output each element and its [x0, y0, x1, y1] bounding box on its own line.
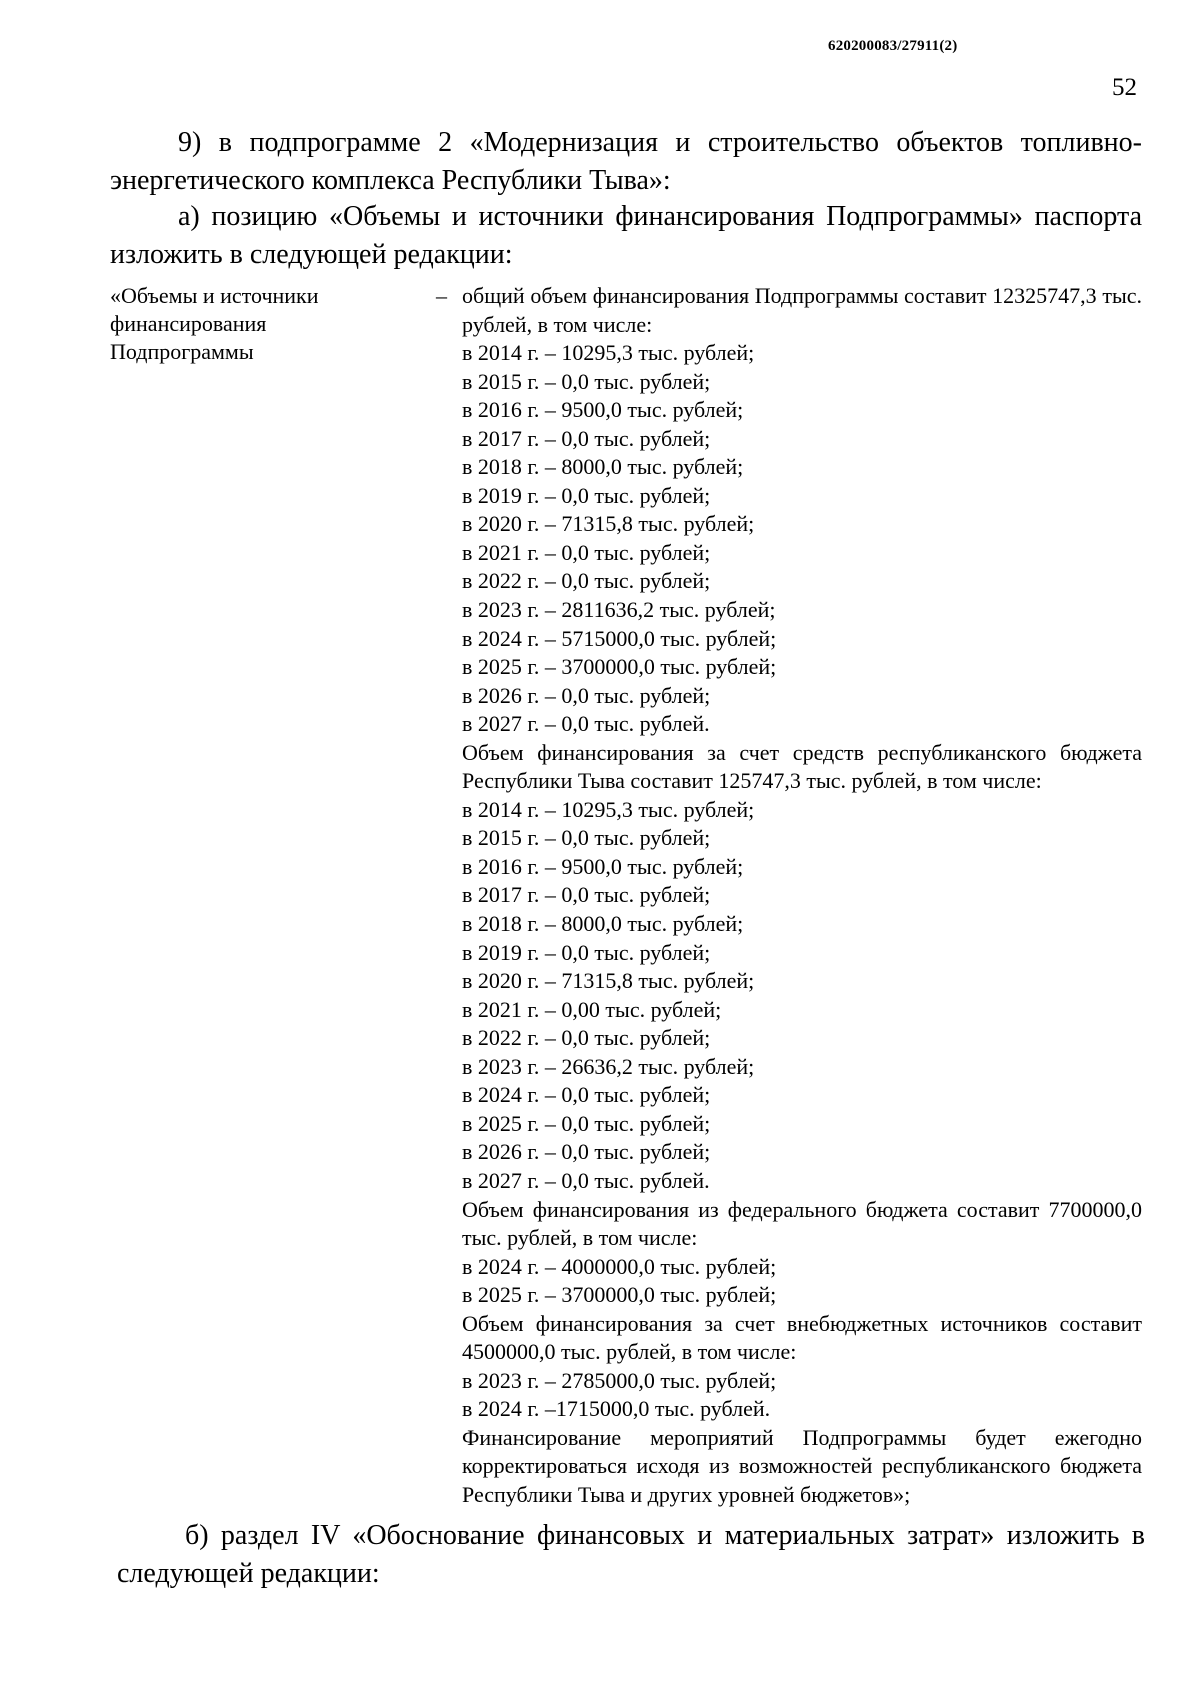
year-line: в 2026 г. – 0,0 тыс. рублей; — [462, 682, 711, 708]
year-line: в 2024 г. – 5715000,0 тыс. рублей; — [462, 625, 777, 651]
regional-intro: Объем финансирования за счет средств республиканского бюджета Республики Тыва составит 125747,3 тыс. рублей, в том числе: — [462, 739, 1142, 794]
year-line: в 2023 г. – 2785000,0 тыс. рублей; — [462, 1367, 777, 1393]
year-line: в 2015 г. – 0,0 тыс. рублей; — [462, 825, 711, 851]
item-9-text: 9) в подпрограмме 2 «Модернизация и строительство объектов топливно-энергетического комплекса Республики Тыва»: — [110, 127, 1142, 196]
year-line: в 2017 г. – 0,0 тыс. рублей; — [462, 425, 711, 451]
extrabudget-by-year-list — [462, 1367, 1142, 1424]
year-line: в 2022 г. – 0,0 тыс. рублей; — [462, 568, 711, 594]
federal-by-year-list — [462, 1253, 1142, 1310]
year-line: в 2023 г. – 26636,2 тыс. рублей; — [462, 1053, 755, 1079]
total-by-year-list — [462, 339, 1142, 739]
year-line: в 2025 г. – 3700000,0 тыс. рублей; — [462, 654, 777, 680]
year-line: в 2021 г. – 0,00 тыс. рублей; — [462, 996, 722, 1022]
federal-intro: Объем финансирования из федерального бюджета составит 7700000,0 тыс. рублей, в том числе: — [462, 1196, 1142, 1251]
year-line: в 2023 г. – 2811636,2 тыс. рублей; — [462, 597, 776, 623]
year-line: в 2027 г. – 0,0 тыс. рублей. — [462, 711, 710, 737]
year-line: в 2025 г. – 3700000,0 тыс. рублей; — [462, 1282, 777, 1308]
year-line: в 2018 г. – 8000,0 тыс. рублей; — [462, 911, 744, 937]
regional-by-year-list — [462, 796, 1142, 1196]
year-line: в 2019 г. – 0,0 тыс. рублей; — [462, 939, 711, 965]
year-line: в 2014 г. – 10295,3 тыс. рублей; — [462, 340, 755, 366]
year-line: в 2014 г. – 10295,3 тыс. рублей; — [462, 796, 755, 822]
paragraph-item-9 — [110, 124, 1142, 200]
document-id: 620200083/27911(2) — [828, 38, 958, 54]
year-line: в 2015 г. – 0,0 тыс. рублей; — [462, 368, 711, 394]
year-line: в 2016 г. – 9500,0 тыс. рублей; — [462, 853, 744, 879]
year-line: в 2024 г. –1715000,0 тыс. рублей. — [462, 1396, 771, 1422]
passport-position-label: «Объемы и источники финансирования Подпрограммы — [110, 283, 319, 364]
year-line: в 2024 г. – 4000000,0 тыс. рублей; — [462, 1253, 777, 1279]
year-line: в 2020 г. – 71315,8 тыс. рублей; — [462, 968, 755, 994]
year-line: в 2025 г. – 0,0 тыс. рублей; — [462, 1110, 711, 1136]
item-a-text: а) позицию «Объемы и источники финансирования Подпрограммы» паспорта изложить в следующей редакции: — [110, 201, 1142, 270]
page-number: 52 — [1112, 74, 1137, 101]
year-line: в 2016 г. – 9500,0 тыс. рублей; — [462, 397, 744, 423]
extrabudget-intro: Объем финансирования за счет внебюджетных источников составит 4500000,0 тыс. рублей, в том числе: — [462, 1310, 1142, 1365]
year-line: в 2021 г. – 0,0 тыс. рублей; — [462, 539, 711, 565]
total-intro: общий объем финансирования Подпрограммы составит 12325747,3 тыс. рублей, в том числе: — [462, 283, 1142, 337]
paragraph-item-b — [117, 1517, 1145, 1593]
year-line: в 2018 г. – 8000,0 тыс. рублей; — [462, 454, 744, 480]
year-line: в 2017 г. – 0,0 тыс. рублей; — [462, 882, 711, 908]
year-line: в 2027 г. – 0,0 тыс. рублей. — [462, 1167, 710, 1193]
paragraph-item-a — [110, 198, 1142, 274]
year-line: в 2022 г. – 0,0 тыс. рублей; — [462, 1025, 711, 1051]
year-line: в 2026 г. – 0,0 тыс. рублей; — [462, 1139, 711, 1165]
item-b-text: б) раздел IV «Обоснование финансовых и материальных затрат» изложить в следующей редакции: — [117, 1520, 1145, 1589]
passport-dash: – — [436, 283, 447, 308]
year-line: в 2019 г. – 0,0 тыс. рублей; — [462, 482, 711, 508]
closing-note: Финансирование мероприятий Подпрограммы будет ежегодно корректироваться исходя из возможностей республиканского бюджета Республики Тыва и других уровней бюджетов»; — [462, 1424, 1142, 1507]
year-line: в 2024 г. – 0,0 тыс. рублей; — [462, 1082, 711, 1108]
passport-position-value — [462, 282, 1142, 1510]
year-line: в 2020 г. – 71315,8 тыс. рублей; — [462, 511, 755, 537]
